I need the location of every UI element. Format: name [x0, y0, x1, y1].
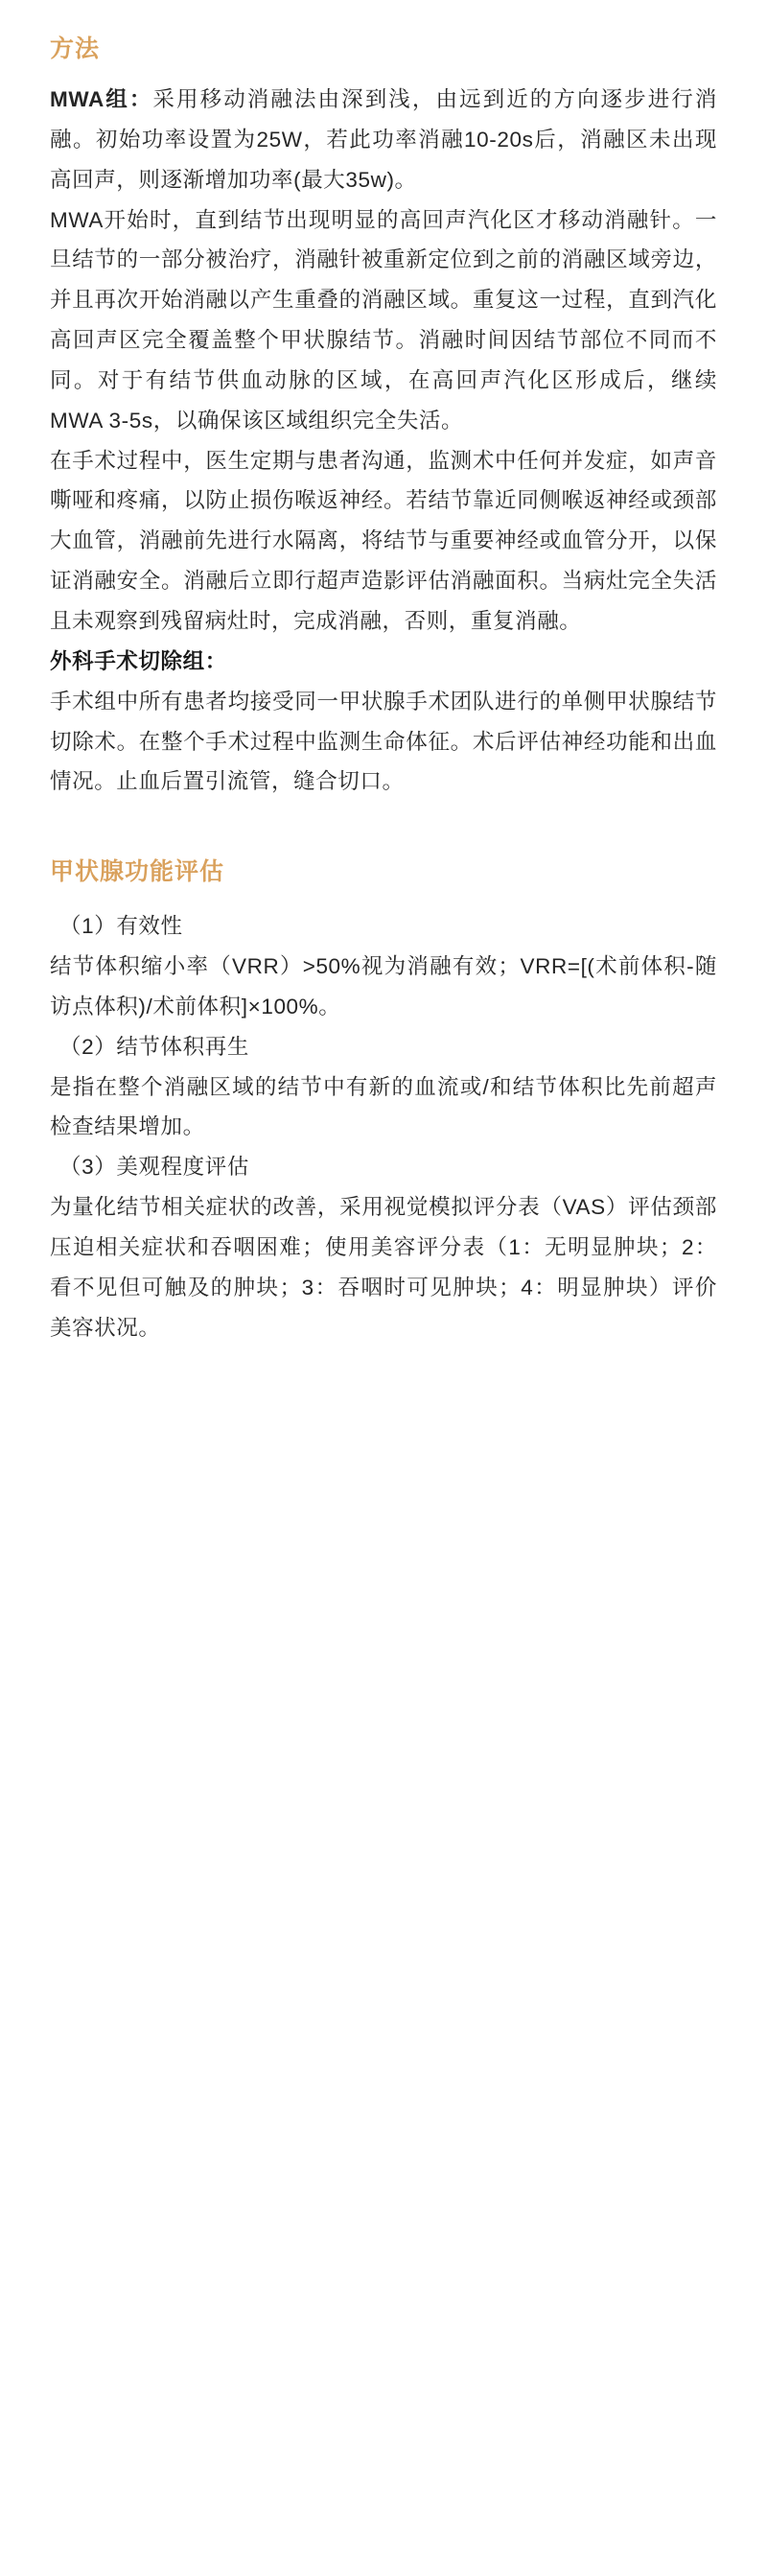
paragraph-mwa-group-text: 采用移动消融法由深到浅，由远到近的方向逐步进行消融。初始功率设置为25W，若此功率消融10-20s后，消融区未出现高回声，则逐渐增加功率(最大35w)。: [50, 87, 717, 192]
paragraph-cosmetic-assessment: 为量化结节相关症状的改善，采用视觉模拟评分表（VAS）评估颈部压迫相关症状和吞咽困难；使用美容评分表（1：无明显肿块；2：看不见但可触及的肿块；3：吞咽时可见肿块；4：明显肿块）评价美容状况。: [50, 1195, 717, 1340]
label-mwa-group: MWA组：: [50, 87, 153, 111]
paragraph-intraoperative-monitoring: 在手术过程中，医生定期与患者沟通，监测术中任何并发症，如声音嘶哑和疼痛，以防止损伤喉返神经。若结节靠近同侧喉返神经或颈部大血管，消融前先进行水隔离，将结节与重要神经或血管分开，以保证消融安全。消融后立即行超声造影评估消融面积。当病灶完全失活且未观察到残留病灶时，完成消融，否则，重复消融。: [50, 448, 717, 633]
paragraph-efficacy: 结节体积缩小率（VRR）>50%视为消融有效；VRR=[(术前体积-随访点体积)/术前体积]×100%。: [50, 954, 717, 1019]
paragraph-mwa-procedure: MWA开始时，直到结节出现明显的高回声汽化区才移动消融针。一旦结节的一部分被治疗，消融针被重新定位到之前的消融区域旁边，并且再次开始消融以产生重叠的消融区域。重复这一过程，直到汽化高回声区完全覆盖整个甲状腺结节。消融时间因结节部位不同而不同。对于有结节供血动脉的区域，在高回声汽化区形成后，继续MWA 3-5s，以确保该区域组织完全失活。: [50, 207, 717, 433]
item-title-volume-regrowth: （2）结节体积再生: [59, 1034, 249, 1059]
section-heading-methods: 方法: [50, 35, 101, 62]
paragraph-surgical-resection: 手术组中所有患者均接受同一甲状腺手术团队进行的单侧甲状腺结节切除术。在整个手术过程中监测生命体征。术后评估神经功能和出血情况。止血后置引流管，缝合切口。: [50, 689, 717, 794]
paragraph-volume-regrowth: 是指在整个消融区域的结节中有新的血流或/和结节体积比先前超声检查结果增加。: [50, 1074, 717, 1139]
subheading-surgical-resection-group: 外科手术切除组：: [50, 648, 227, 673]
item-title-cosmetic-assessment: （3）美观程度评估: [59, 1155, 249, 1180]
item-title-efficacy: （1）有效性: [59, 914, 183, 939]
paragraph-mwa-group: [50, 80, 717, 200]
section-heading-thyroid-function-assessment: 甲状腺功能评估: [50, 858, 225, 886]
